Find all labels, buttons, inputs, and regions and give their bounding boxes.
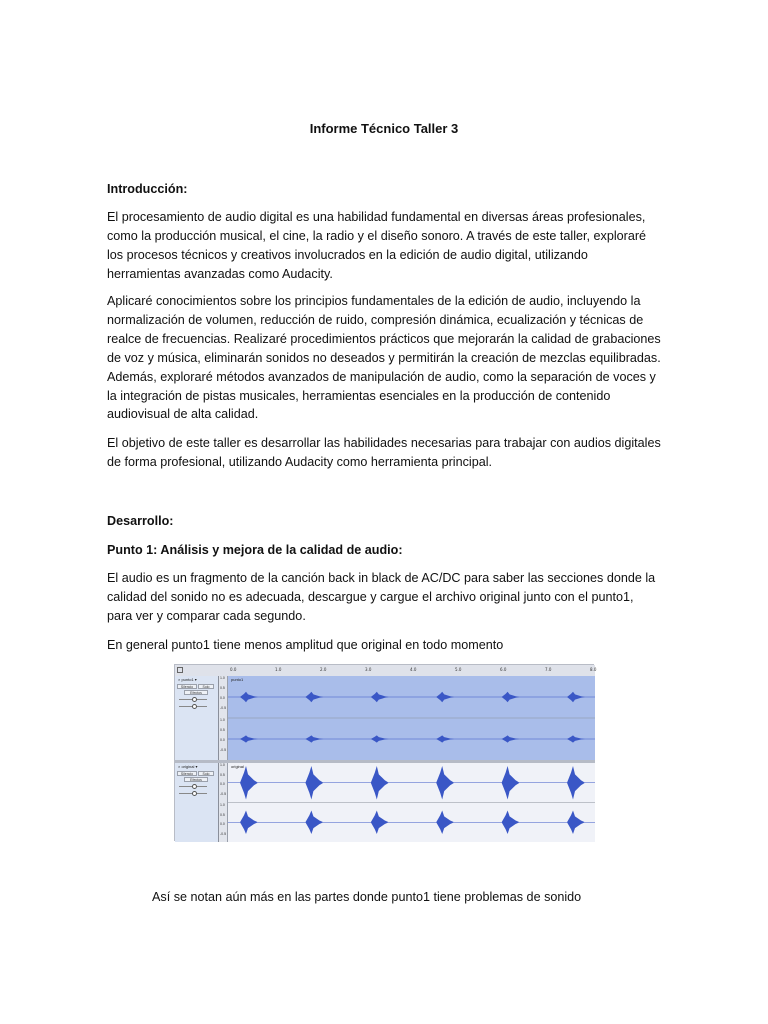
intro-heading: Introducción: bbox=[107, 182, 188, 196]
waveform-area[interactable] bbox=[228, 763, 595, 842]
intro-paragraph-2: Aplicaré conocimientos sobre los principios fundamentales de la edición de audio, incluyendo la normalización de volumen, reducción de ruido, compresión dinámica, ecualización y técnicas de realce de frecuencias. Realizaré procedimientos prácticos que mejorarán la calidad de grabaciones de voz y música, eliminarán sonidos no deseados y permitirán la creación de mezclas equilibradas. Además, exploraré métodos avanzados de manipulación de audio, como la separación de voces y la integración de pistas musicales, herramientas esenciales en la producción de contenido audiovisual de alta calidad. bbox=[107, 294, 661, 422]
waveform-area[interactable] bbox=[228, 676, 595, 760]
intro-paragraph-1: El procesamiento de audio digital es una habilidad fundamental en diversas áreas profesionales, como la producción musical, el cine, la radio y el diseño sonoro. A través de este taller, exploraré los procesos técnicos y creativos involucrados en la edición de audio digital, utilizando herramientas avanzadas como Audacity. bbox=[107, 210, 647, 281]
mute-button[interactable]: Silencio bbox=[177, 771, 197, 776]
document-title: Informe Técnico Taller 3 bbox=[309, 121, 459, 136]
ruler-tick: 3.0 bbox=[365, 667, 372, 672]
amplitude-scale: 1.0 0.5 0.0 -0.5 1.0 0.5 0.0 -0.5 bbox=[219, 763, 228, 842]
ruler-tick: 6.0 bbox=[500, 667, 507, 672]
point1-heading: Punto 1: Análisis y mejora de la calidad de audio: bbox=[107, 543, 403, 557]
effects-button[interactable]: Efectos bbox=[184, 777, 208, 782]
clip-label: punto1 bbox=[231, 677, 244, 682]
general-note: En general punto1 tiene menos amplitud que original en todo momento bbox=[107, 638, 504, 652]
figure-caption: Así se notan aún más en las partes donde punto1 tiene problemas de sonido bbox=[152, 890, 582, 904]
gain-knob[interactable] bbox=[192, 784, 197, 789]
effects-button[interactable]: Efectos bbox=[184, 690, 208, 695]
ruler-corner-icon bbox=[177, 667, 183, 673]
point1-paragraph: El audio es un fragmento de la canción back in black de AC/DC para saber las secciones donde la calidad del sonido no es adecuada, descargue y cargue el archivo original junto con el punto1, para ver y comparar cada segundo. bbox=[107, 571, 656, 623]
track-control-panel[interactable] bbox=[175, 763, 219, 842]
ruler-tick: 2.0 bbox=[320, 667, 327, 672]
ruler-tick: 7.0 bbox=[545, 667, 552, 672]
amplitude-scale: 1.0 0.5 0.0 -0.5 1.0 0.5 0.0 -0.5 bbox=[219, 676, 228, 760]
ruler-tick: 1.0 bbox=[275, 667, 282, 672]
waveform bbox=[228, 676, 595, 760]
track-control-panel[interactable] bbox=[175, 676, 219, 760]
ruler-tick: 4.0 bbox=[410, 667, 417, 672]
solo-button[interactable]: Solo bbox=[198, 771, 214, 776]
pan-knob[interactable] bbox=[192, 791, 197, 796]
clip-label: original bbox=[231, 764, 244, 769]
ruler-tick: 5.0 bbox=[455, 667, 462, 672]
track-name: × punto1 ▾ bbox=[178, 677, 197, 682]
solo-button[interactable]: Solo bbox=[198, 684, 214, 689]
audacity-screenshot bbox=[174, 664, 597, 841]
intro-paragraph-3: El objetivo de este taller es desarrollar las habilidades necesarias para trabajar con audios digitales de forma profesional, utilizando Audacity como herramienta principal. bbox=[107, 436, 661, 469]
pan-knob[interactable] bbox=[192, 704, 197, 709]
development-heading: Desarrollo: bbox=[107, 514, 174, 528]
ruler-tick: 8.0 bbox=[590, 667, 597, 672]
track-name: × original ▾ bbox=[178, 764, 198, 769]
audio-track-punto1[interactable] bbox=[175, 676, 595, 760]
mute-button[interactable]: Silencio bbox=[177, 684, 197, 689]
audio-track-original[interactable] bbox=[175, 763, 595, 842]
waveform bbox=[228, 763, 595, 842]
gain-knob[interactable] bbox=[192, 697, 197, 702]
ruler-tick: 0.0 bbox=[230, 667, 237, 672]
